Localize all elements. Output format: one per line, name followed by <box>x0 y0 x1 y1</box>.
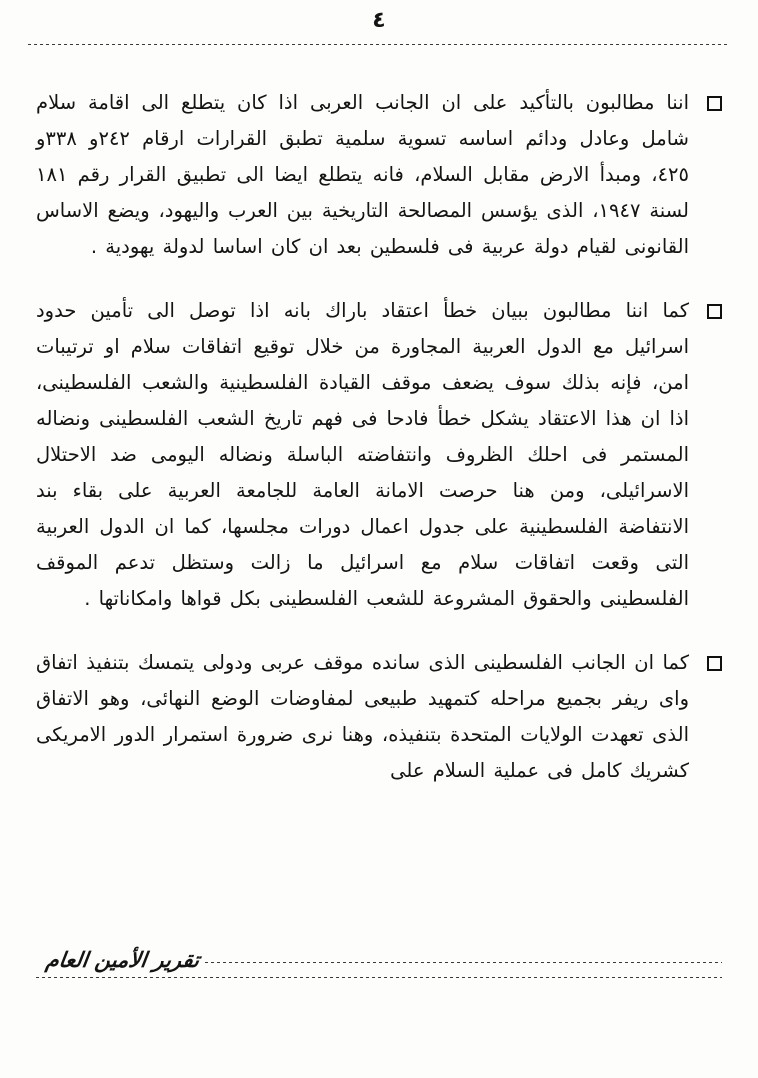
square-bullet-icon <box>707 96 722 111</box>
paragraph-text: كما ان الجانب الفلسطينى الذى سانده موقف عربى ودولى يتمسك بتنفيذ اتفاق واى ريفر بجميع مراحله كتمهيد طبيعى لمفاوضات الوضع النهائى، وهو الاتفاق الذى تعهدت الولايات المتحدة بتنفيذه، وهنا نرى ضرورة استمرار الدور الامريكى كشريك كامل فى عملية السلام على <box>36 651 689 782</box>
paragraph-text: كما اننا مطالبون ببيان خطأ اعتقاد باراك بانه اذا توصل الى تأمين حدود اسرائيل مع الدول العربية المجاورة من خلال توقيع اتفاقات سلام او ترتيبات امن، فإنه بذلك سوف يضعف موقف القيادة الفلسطينية والشعب الفلسطينى، اذا ان هذا الاعتقاد يشكل خطأ فادحا فى فهم تاريخ الشعب الفلسطينى ونضاله المستمر فى احلك الظروف وانتفاضته الباسلة ونضاله اليومى ضد الاحتلال الاسرائيلى، ومن هنا حرصت الامانة العامة للجامعة العربية على بقاء بند الانتفاضة الفلسطينية على جدول اعمال دورات مجلسها، كما ان الدول العربية التى وقعت اتفاقات سلام مع اسرائيل ما زالت وستظل تدعم الموقف الفلسطينى والحقوق المشروعة للشعب الفلسطينى بكل قواها وامكاناتها . <box>36 299 689 610</box>
paragraph-text: اننا مطالبون بالتأكيد على ان الجانب العربى اذا كان يتطلع الى اقامة سلام شامل وعادل ودائم اساسه تسوية سلمية تطبق القرارات ارقام ٢٤٢و ٣٣٨و ٤٢٥، ومبدأ الارض مقابل السلام، فانه يتطلع ايضا الى تطبيق القرار رقم ١٨١ لسنة ١٩٤٧، الذى يؤسس المصالحة التاريخية بين العرب واليهود، ويضع الاساس القانونى لقيام دولة عربية فى فلسطين بعد ان كان اساسا لدولة يهودية . <box>36 91 689 258</box>
paragraph <box>36 645 722 789</box>
document-body <box>0 45 758 817</box>
paragraph <box>36 85 722 265</box>
page-number: ٤ <box>372 8 386 33</box>
footer-divider-left <box>205 961 722 963</box>
signature-row <box>36 948 722 972</box>
square-bullet-icon <box>707 656 722 671</box>
paragraph <box>36 293 722 617</box>
square-bullet-icon <box>707 304 722 319</box>
signature-text: تقرير الأمين العام <box>44 948 201 972</box>
page-footer <box>0 948 758 978</box>
bottom-divider <box>36 976 722 978</box>
